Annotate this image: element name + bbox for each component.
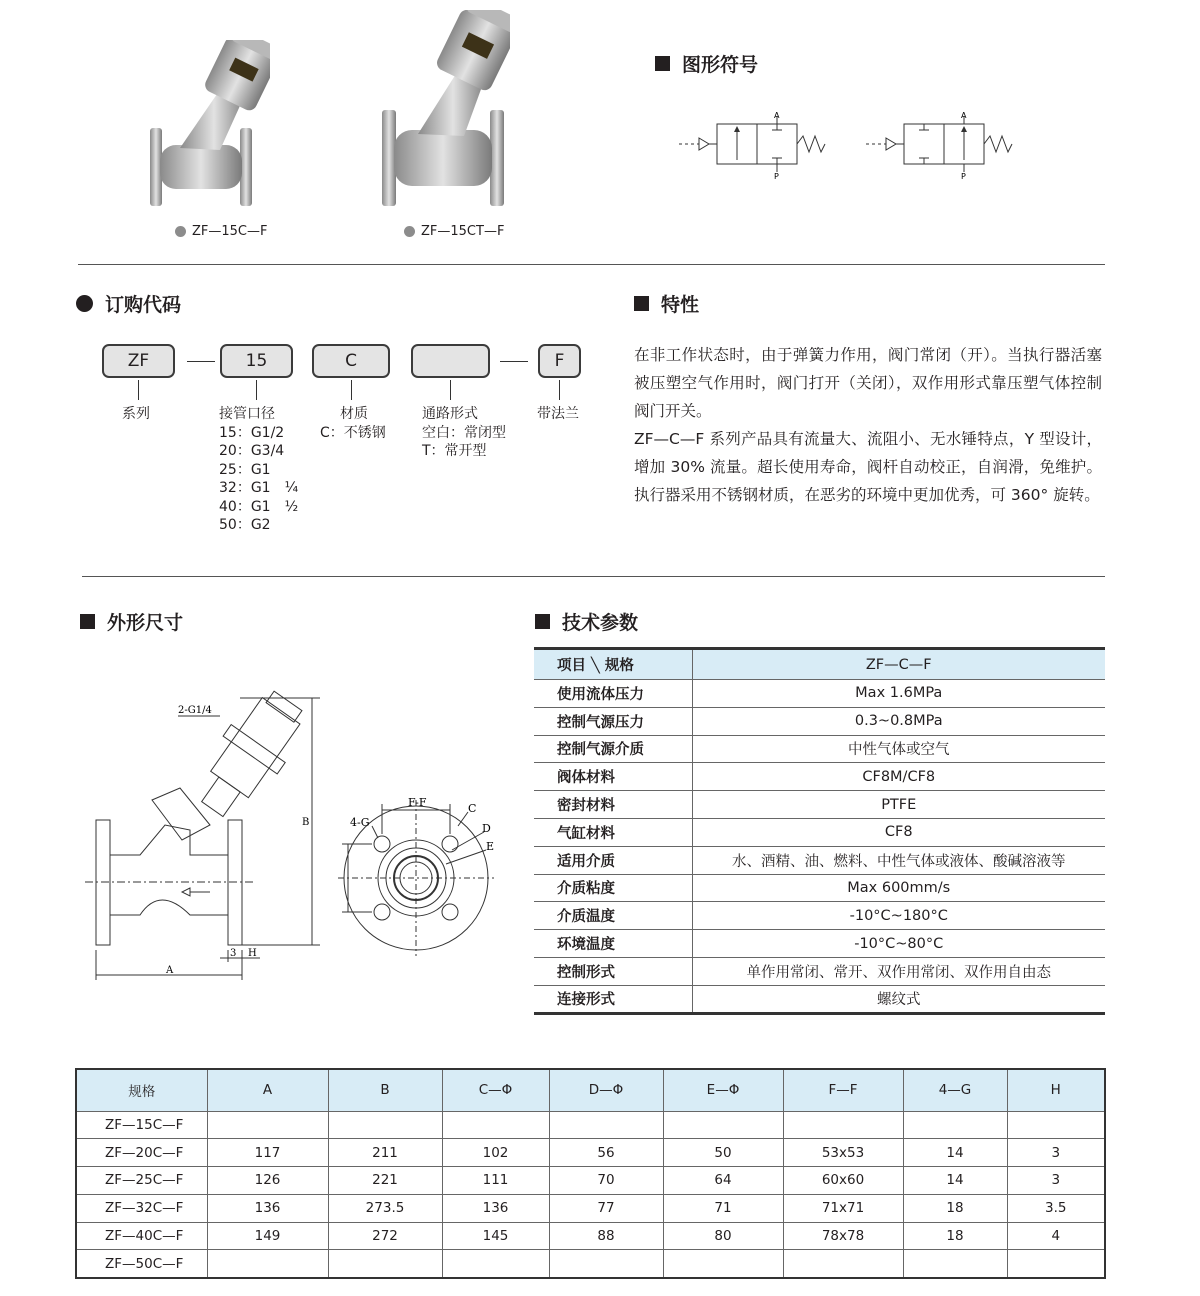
section-title-order [76,290,181,317]
port-a-label: A [961,111,967,120]
dim-label-3: 3 [230,948,237,959]
table-row [76,1194,1105,1222]
dim-cell [783,1250,903,1278]
dim-label-d: D [482,822,491,835]
side-view-drawing [80,680,330,990]
circle-bullet-icon [76,295,93,312]
dim-cell: ZF—50C—F [76,1250,207,1278]
dim-cell: 3 [1007,1139,1105,1167]
tech-key: 阀体材料 [534,763,692,791]
table-row [76,1250,1105,1278]
pipe-item: 50：G2 [219,517,271,533]
dim-header: 规格 [76,1069,207,1111]
dim-label-4g: 4-G [350,816,370,829]
square-bullet-icon [80,614,95,629]
port-p-label: P [961,172,966,180]
dim-cell: 71x71 [783,1194,903,1222]
valve-photo-zf-15ct-f [378,10,510,210]
code-connector [256,380,257,400]
tech-value: -10°C~180°C [692,902,1105,930]
tech-params-table [534,647,1105,1015]
tech-key: 环境温度 [534,930,692,958]
dim-cell [207,1111,328,1139]
tech-key: 密封材料 [534,791,692,819]
code-box-flange: F [538,344,581,378]
pipe-item: 40：G1 ½ [219,498,299,515]
feature-paragraph: 在非工作状态时，由于弹簧力作用，阀门常闭（开）。当执行器活塞被压塑空气作用时，阀门打开（关闭），双作用形式靠压塑气体控制阀门开关。 [634,346,1102,420]
bullet-icon [404,226,415,237]
port-a-label: A [774,111,780,120]
dim-label-ff: F-F [408,796,427,809]
tech-value: PTFE [692,791,1105,819]
dim-cell [1007,1250,1105,1278]
dim-cell: 3.5 [1007,1194,1105,1222]
dim-cell: 272 [328,1222,442,1250]
tech-value: CF8M/CF8 [692,763,1105,791]
tech-header-key: 项目 ╲ 规格 [534,649,692,680]
feature-paragraph: ZF—C—F 系列产品具有流量大、流阻小、无水锤特点，Y 型设计，增加 30% 流量。超长使用寿命，阀杆自动校正，自润滑，免维护。执行器采用不锈钢材质，在恶劣的环境中更加优秀，可 360° 旋转。 [634,430,1102,504]
tech-row [534,930,1105,958]
tech-row [534,707,1105,735]
tech-row [534,791,1105,819]
dim-cell: 88 [549,1222,663,1250]
product-caption-1 [175,224,267,239]
section-title-text: 订购代码 [105,294,182,316]
section-title-dimensions [80,608,183,635]
dim-header: D—Φ [549,1069,663,1111]
dim-header: B [328,1069,442,1111]
tech-value: 螺纹式 [692,985,1105,1013]
dim-cell: 221 [328,1167,442,1195]
code-connector [138,380,139,400]
tech-row [534,985,1105,1013]
dim-cell: 60x60 [783,1167,903,1195]
bullet-icon [175,226,186,237]
square-bullet-icon [535,614,550,629]
dim-cell: 53x53 [783,1139,903,1167]
dim-cell [328,1111,442,1139]
tech-key: 连接形式 [534,985,692,1013]
dimension-table [75,1068,1106,1279]
tech-key: 介质粘度 [534,874,692,902]
dim-cell: 80 [663,1222,783,1250]
flow-label: 通路形式 [422,406,478,422]
tech-header-value: ZF—C—F [692,649,1105,680]
flange-view-drawing [328,790,500,960]
dim-cell [549,1111,663,1139]
section-title-text: 图形符号 [682,54,759,76]
tech-row [534,763,1105,791]
pipe-item: 15：G1/2 [219,424,285,441]
dim-cell [442,1111,549,1139]
material-block [320,405,386,442]
dim-cell: 56 [549,1139,663,1167]
dim-cell [663,1111,783,1139]
dim-header: E—Φ [663,1069,783,1111]
code-connector [559,380,560,400]
pipe-item: 25：G1 [219,461,271,478]
code-box-material: C [312,344,390,378]
material-label: 材质 [340,406,368,422]
dim-cell: 3 [1007,1167,1105,1195]
dim-cell: ZF—15C—F [76,1111,207,1139]
series-label: 系列 [122,406,150,422]
code-box-flow [411,344,490,378]
code-dash [187,361,215,362]
tech-row [534,874,1105,902]
dim-cell [783,1111,903,1139]
tech-row [534,902,1105,930]
dim-cell: 145 [442,1222,549,1250]
dim-label-h: H [248,948,257,959]
code-box-pipe: 15 [220,344,293,378]
dim-cell [663,1250,783,1278]
section-title-text: 特性 [661,294,700,316]
pipe-label: 接管口径 [219,406,275,422]
tech-key: 气缸材料 [534,818,692,846]
dim-header: H [1007,1069,1105,1111]
dim-cell: 71 [663,1194,783,1222]
dim-header: C—Φ [442,1069,549,1111]
section-title-tech [535,608,638,635]
tech-key: 控制气源压力 [534,707,692,735]
table-row [76,1167,1105,1195]
flange-label: 带法兰 [537,406,579,422]
square-bullet-icon [655,56,670,71]
tech-value: -10°C~80°C [692,930,1105,958]
square-bullet-icon [634,296,649,311]
table-row [76,1222,1105,1250]
dim-cell: 102 [442,1139,549,1167]
dim-cell [328,1250,442,1278]
dim-cell: 136 [442,1194,549,1222]
dim-cell [903,1111,1007,1139]
dim-cell [1007,1111,1105,1139]
dim-cell [207,1250,328,1278]
tech-value: 单作用常闭、常开、双作用常闭、双作用自由态 [692,957,1105,985]
tech-row [534,680,1105,708]
tech-key: 使用流体压力 [534,680,692,708]
dim-header: F—F [783,1069,903,1111]
flow-item: 空白：常闭型 [422,424,506,441]
flow-block [422,405,506,461]
dim-header: A [207,1069,328,1111]
tech-key: 适用介质 [534,846,692,874]
tech-key: 控制形式 [534,957,692,985]
table-row [76,1111,1105,1139]
tech-key: 介质温度 [534,902,692,930]
dim-cell: 126 [207,1167,328,1195]
dim-cell: 136 [207,1194,328,1222]
section-title-features [634,290,699,317]
caption-text: ZF—15CT—F [421,224,505,239]
table-row [76,1139,1105,1167]
section-title-text: 技术参数 [562,612,639,634]
code-box-series: ZF [102,344,175,378]
dim-header: 4—G [903,1069,1007,1111]
dim-cell: 78x78 [783,1222,903,1250]
dim-cell: 211 [328,1139,442,1167]
code-connector [450,380,451,400]
product-caption-2 [404,224,504,239]
valve-photo-zf-15c-f [140,40,270,210]
tech-row [534,846,1105,874]
dim-header-row [76,1069,1105,1111]
tech-value: 中性气体或空气 [692,735,1105,763]
pipe-item: 32：G1 ¼ [219,480,299,496]
divider [78,264,1105,265]
dim-cell: 117 [207,1139,328,1167]
dim-cell: 18 [903,1194,1007,1222]
dim-cell: 50 [663,1139,783,1167]
flow-item: T：常开型 [422,443,487,459]
feature-text [634,341,1102,509]
dim-label-a: A [166,965,174,976]
code-dash [500,361,528,362]
tech-value: Max 600mm/s [692,874,1105,902]
dim-cell: 149 [207,1222,328,1250]
dim-label-e: E [486,840,495,853]
tech-value: 0.3~0.8MPa [692,707,1105,735]
divider [82,576,1105,577]
dim-cell: 111 [442,1167,549,1195]
dim-label-g14: 2-G1/4 [178,705,212,716]
dim-cell [442,1250,549,1278]
dim-cell: ZF—25C—F [76,1167,207,1195]
pipe-block [219,405,298,535]
dim-cell: ZF—32C—F [76,1194,207,1222]
dim-cell [549,1250,663,1278]
dim-cell: 77 [549,1194,663,1222]
dim-label-b: B [302,817,310,828]
dim-cell: 70 [549,1167,663,1195]
caption-text: ZF—15C—F [192,224,268,239]
tech-value: CF8 [692,818,1105,846]
valve-symbol-normally-closed [675,108,835,180]
dim-label-c: C [468,802,477,815]
section-title-text: 外形尺寸 [107,612,184,634]
dim-cell: 14 [903,1139,1007,1167]
dim-cell [903,1250,1007,1278]
code-connector [351,380,352,400]
valve-symbol-normally-open [862,108,1022,180]
pipe-item: 20：G3/4 [219,443,285,459]
dim-cell: 14 [903,1167,1007,1195]
material-item: C：不锈钢 [320,424,386,441]
dim-cell: 4 [1007,1222,1105,1250]
tech-header-row [534,649,1105,680]
tech-row [534,735,1105,763]
section-title-symbol [655,50,758,77]
tech-row [534,957,1105,985]
tech-key: 控制气源介质 [534,735,692,763]
dim-cell: 18 [903,1222,1007,1250]
tech-value: 水、酒精、油、燃料、中性气体或液体、酸碱溶液等 [692,846,1105,874]
port-p-label: P [774,172,779,180]
dim-cell: 273.5 [328,1194,442,1222]
tech-value: Max 1.6MPa [692,680,1105,708]
dim-cell: ZF—40C—F [76,1222,207,1250]
dim-cell: ZF—20C—F [76,1139,207,1167]
dim-cell: 64 [663,1167,783,1195]
tech-row [534,818,1105,846]
